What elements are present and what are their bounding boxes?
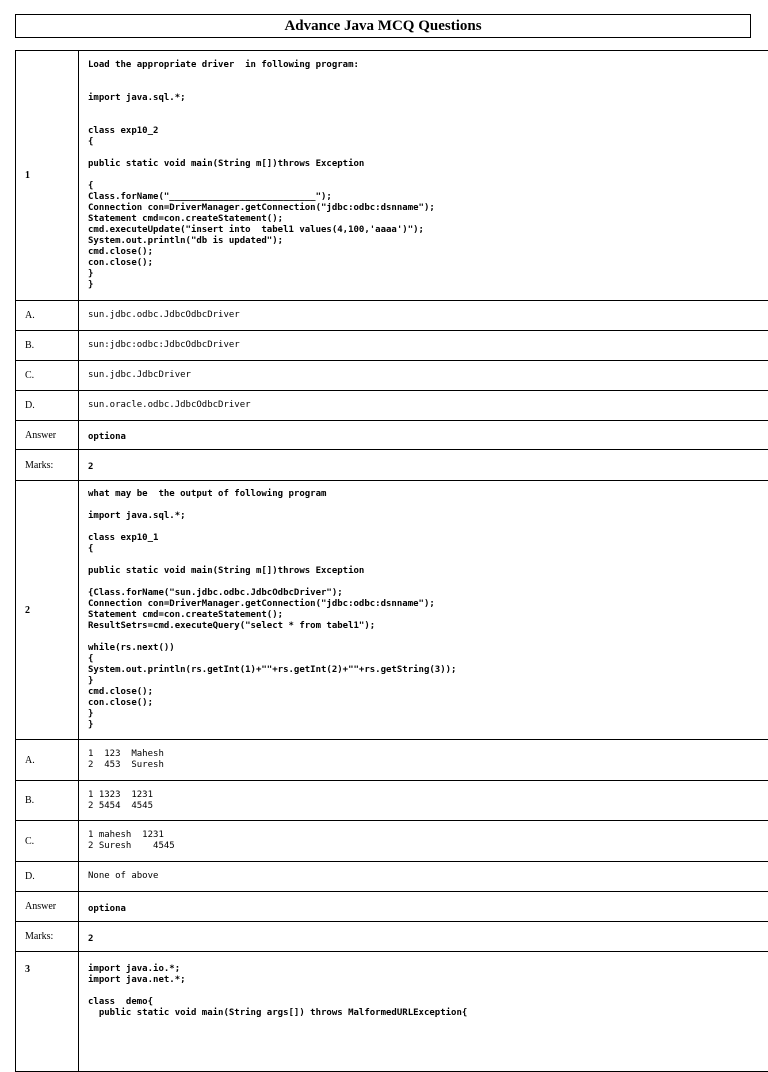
answer-value: optiona	[88, 904, 126, 914]
question-code: Load the appropriate driver in following program: import java.sql.*; class exp10_2 { public static void main(String m[])throws Exception { Class.forName("___________________________"); Connection con=DriverManager.getConnection("jdbc:odbc:dsnname"); Statement cmd=con.createStatement(); cmd.executeUpdate("insert into tabel1 values(4,100,'aaaa')"); System.out.println("db is updated"); cmd.close(); con.close(); } }	[88, 60, 768, 291]
option-text: 1 1323 1231 2 5454 4545	[88, 790, 768, 812]
document-title: Advance Java MCQ Questions	[15, 14, 751, 38]
option-text: 1 mahesh 1231 2 Suresh 4545	[88, 830, 768, 852]
answer-row	[16, 892, 768, 922]
option-row	[16, 740, 768, 781]
option-label: B.	[16, 331, 79, 361]
option-text: 1 123 Mahesh 2 453 Suresh	[88, 749, 768, 771]
option-row	[16, 301, 768, 331]
answer-row	[16, 421, 768, 450]
option-text: sun.jdbc.odbc.JdbcOdbcDriver	[88, 310, 768, 321]
marks-label: Marks:	[16, 922, 79, 952]
option-row	[16, 781, 768, 821]
option-label: C.	[16, 361, 79, 391]
answer-label: Answer	[16, 892, 79, 922]
option-text: sun.oracle.odbc.JdbcOdbcDriver	[88, 400, 768, 411]
option-label: D.	[16, 391, 79, 421]
marks-value: 2	[88, 934, 93, 944]
question-code: import java.io.*; import java.net.*; class demo{ public static void main(String args[]) throws MalformedURLException{	[88, 964, 768, 1019]
question-row	[16, 952, 768, 1072]
option-text: None of above	[88, 871, 768, 882]
question-code: what may be the output of following program import java.sql.*; class exp10_1 { public static void main(String m[])throws Exception {Class.forName("sun.jdbc.odbc.JdbcOdbcDriver"); Connection con=DriverManager.getConnection("jdbc:odbc:dsnname"); Statement cmd=con.createStatement(); ResultSetrs=cmd.executeQuery("select * from tabel1"); while(rs.next()) { System.out.println(rs.getInt(1)+""+rs.getInt(2)+""+rs.getString(3)); } cmd.close(); con.close(); } }	[88, 489, 768, 731]
option-label: B.	[16, 781, 79, 821]
mcq-table	[15, 50, 768, 1072]
question-number: 2	[16, 481, 79, 740]
option-row	[16, 331, 768, 361]
option-label: C.	[16, 821, 79, 862]
option-label: A.	[16, 301, 79, 331]
marks-row	[16, 922, 768, 952]
question-number: 3	[16, 952, 79, 1072]
answer-label: Answer	[16, 421, 79, 450]
marks-row	[16, 450, 768, 481]
question-row	[16, 51, 768, 301]
marks-value: 2	[88, 462, 93, 472]
question-number: 1	[16, 51, 79, 301]
option-row	[16, 391, 768, 421]
option-label: D.	[16, 862, 79, 892]
option-text: sun.jdbc.JdbcDriver	[88, 370, 768, 381]
marks-label: Marks:	[16, 450, 79, 481]
option-text: sun:jdbc:odbc:JdbcOdbcDriver	[88, 340, 768, 351]
answer-value: optiona	[88, 432, 126, 442]
option-row	[16, 862, 768, 892]
option-label: A.	[16, 740, 79, 781]
option-row	[16, 361, 768, 391]
option-row	[16, 821, 768, 862]
question-row	[16, 481, 768, 740]
